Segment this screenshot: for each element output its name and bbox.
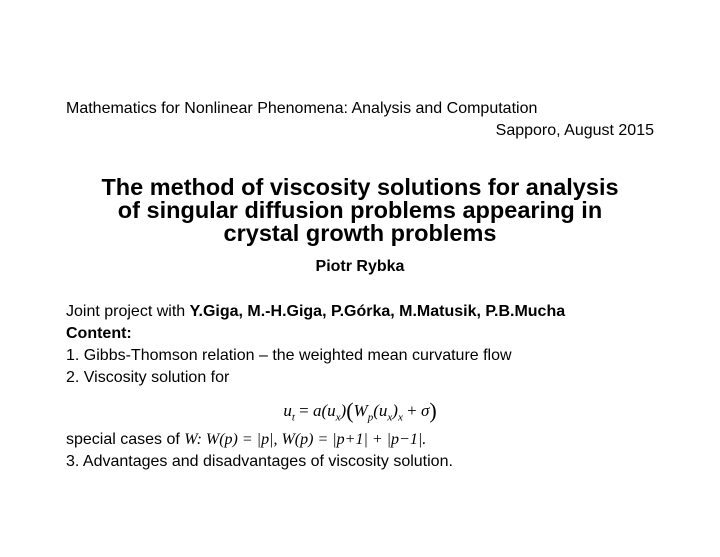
- talk-title: [40, 176, 680, 245]
- conference-name: Mathematics for Nonlinear Phenomena: Analysis and Computation: [66, 100, 538, 117]
- content-item-2: 2. Viscosity solution for: [66, 369, 230, 386]
- title-line-1: The method of viscosity solutions for analysis: [101, 174, 619, 200]
- special-cases-line: [66, 430, 426, 450]
- pde-equation: $u_t = a(u_x)(W_p(u_x)_x + \sigma)$: [283, 398, 437, 424]
- content-item-3: 3. Advantages and disadvantages of viscosity solution.: [66, 453, 453, 470]
- author-name: Piotr Rybka: [315, 258, 405, 275]
- title-line-3: crystal growth problems: [223, 220, 497, 246]
- place-date: Sapporo, August 2015: [495, 122, 654, 139]
- special-prefix: special cases of: [66, 431, 185, 448]
- title-line-2: of singular diffusion problems appearing in: [117, 197, 603, 223]
- joint-project-line: [66, 302, 565, 322]
- collaborators: Y.Giga, M.-H.Giga, P.Górka, M.Matusik, P.B.Mucha: [189, 303, 566, 320]
- content-item-1: 1. Gibbs-Thomson relation – the weighted mean curvature flow: [66, 347, 512, 364]
- special-formula: W: W(p) = |p|, W(p) = |p+1| + |p−1|.: [184, 431, 427, 448]
- joint-prefix: Joint project with: [66, 303, 190, 320]
- content-heading: Content:: [66, 325, 132, 342]
